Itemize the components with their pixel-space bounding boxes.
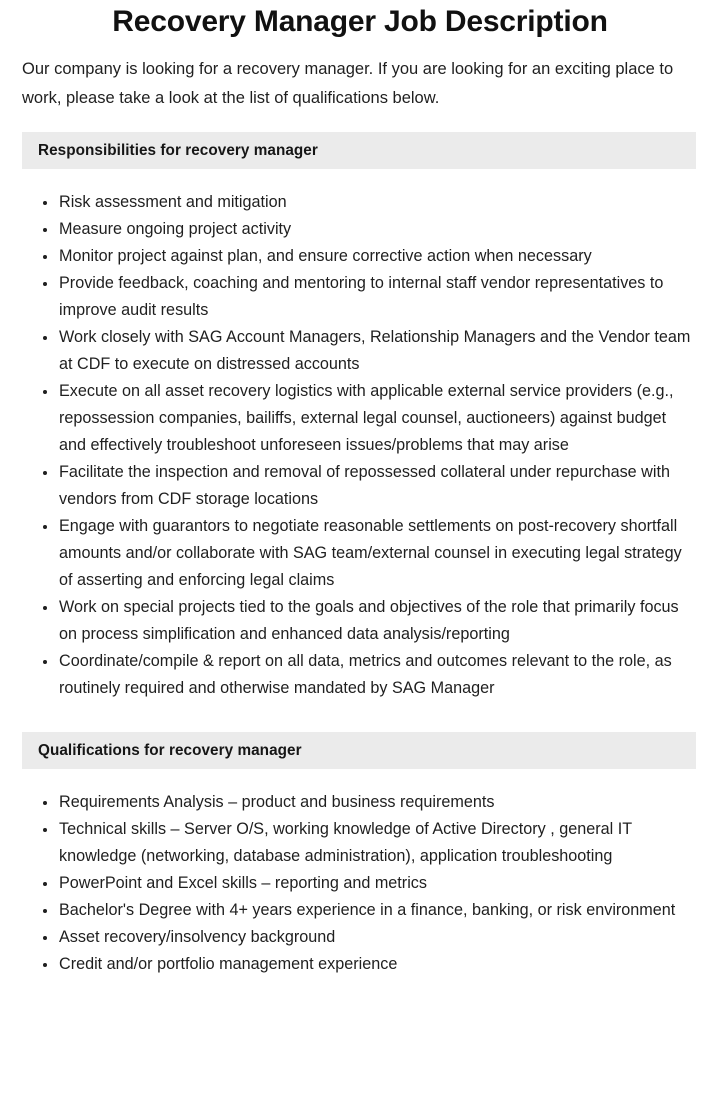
list-item: PowerPoint and Excel skills – reporting and metrics bbox=[43, 870, 696, 897]
list-item: Monitor project against plan, and ensure corrective action when necessary bbox=[43, 243, 696, 270]
list-item: Bachelor's Degree with 4+ years experience in a finance, banking, or risk environment bbox=[43, 897, 696, 924]
list-item: Engage with guarantors to negotiate reasonable settlements on post-recovery shortfall amounts and/or collaborate with SAG team/external counsel in executing legal strategy of asserting and enforcing legal claims bbox=[43, 513, 696, 594]
list-item: Measure ongoing project activity bbox=[43, 216, 696, 243]
list-item: Technical skills – Server O/S, working knowledge of Active Directory , general IT knowledge (networking, database administration), application troubleshooting bbox=[43, 816, 696, 870]
intro-paragraph: Our company is looking for a recovery manager. If you are looking for an exciting place to work, please take a look at the list of qualifications below. bbox=[22, 60, 674, 107]
list-item: Work on special projects tied to the goals and objectives of the role that primarily focus on process simplification and enhanced data analysis/reporting bbox=[43, 594, 696, 648]
section-qualifications bbox=[0, 732, 720, 978]
list-item: Facilitate the inspection and removal of repossessed collateral under repurchase with vendors from CDF storage locations bbox=[43, 459, 696, 513]
section-responsibilities bbox=[0, 132, 720, 702]
list-item: Requirements Analysis – product and business requirements bbox=[43, 789, 696, 816]
section-header-qualifications bbox=[22, 732, 696, 769]
qualifications-list bbox=[0, 789, 720, 978]
page-title: Recovery Manager Job Description bbox=[112, 5, 608, 38]
list-item: Credit and/or portfolio management experience bbox=[43, 951, 696, 978]
section-heading-label: Qualifications for recovery manager bbox=[38, 741, 302, 759]
list-item: Work closely with SAG Account Managers, Relationship Managers and the Vendor team at CDF to execute on distressed accounts bbox=[43, 324, 696, 378]
list-item: Asset recovery/insolvency background bbox=[43, 924, 696, 951]
section-header-responsibilities bbox=[22, 132, 696, 169]
responsibilities-list bbox=[0, 189, 720, 702]
list-item: Risk assessment and mitigation bbox=[43, 189, 696, 216]
list-item: Provide feedback, coaching and mentoring to internal staff vendor representatives to improve audit results bbox=[43, 270, 696, 324]
list-item: Execute on all asset recovery logistics with applicable external service providers (e.g., repossession companies, bailiffs, external legal counsel, auctioneers) against budget and effectively troubleshoot unforeseen issues/problems that may arise bbox=[43, 378, 696, 459]
list-item: Coordinate/compile & report on all data, metrics and outcomes relevant to the role, as routinely required and otherwise mandated by SAG Manager bbox=[43, 648, 696, 702]
section-heading-label: Responsibilities for recovery manager bbox=[38, 141, 318, 159]
